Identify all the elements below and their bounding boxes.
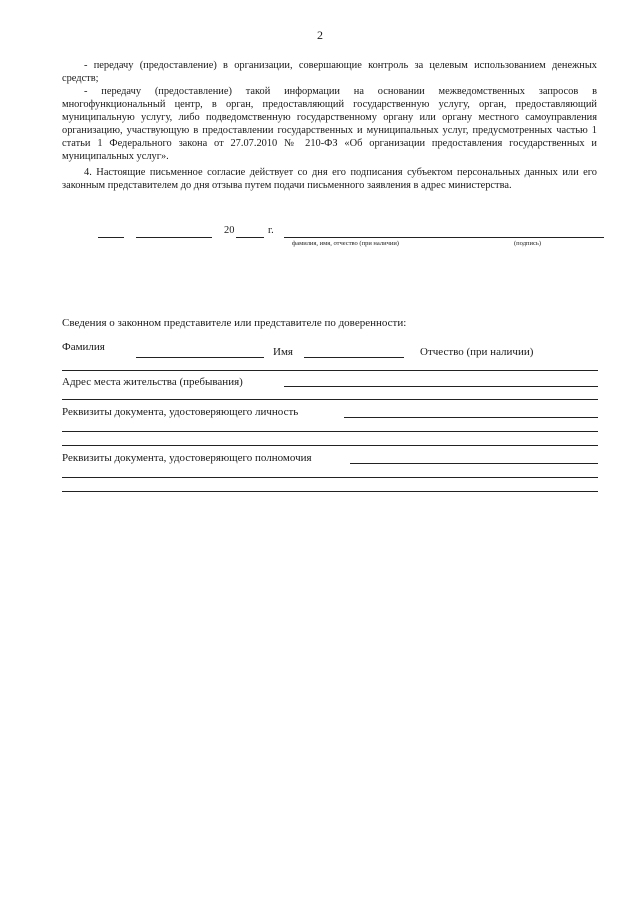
authority-doc-field-line-2[interactable]	[62, 477, 598, 478]
address-field-line[interactable]	[284, 386, 598, 387]
paragraph-transfer-interagency: - передачу (предоставление) такой информации на основании межведомственных запросов в многофункциональный центр, в орган, предоставляющий государственную услугу, орган, предоставляющий муниципальную услугу, либо подведомственную государственному органу или органу местного самоуправления организацию, участвующую в предоставлении государственных и муниципальных услуг, предусмотренных частью 1 статьи 1 Федерального закона от 27.07.2010 № 210-ФЗ «Об организации предоставления государственных и муниципальных услуг».	[62, 86, 597, 162]
identity-doc-label: Реквизиты документа, удостоверяющего личность	[62, 406, 299, 418]
surname-label: Фамилия	[62, 341, 105, 353]
name-field-line[interactable]	[304, 357, 404, 358]
page-number: 2	[317, 28, 323, 42]
name-label: Имя	[273, 346, 293, 358]
paragraph-transfer-control: - передачу (предоставление) в организации, совершающие контроль за целевым использованием денежных средств;	[62, 60, 597, 84]
identity-doc-field-line-3[interactable]	[62, 445, 598, 446]
year-prefix: 20	[224, 225, 235, 236]
day-blank-line[interactable]	[98, 237, 124, 238]
address-field-line-2[interactable]	[62, 399, 598, 400]
patronymic-label: Отчество (при наличии)	[420, 346, 534, 358]
authority-doc-field-line-3[interactable]	[62, 491, 598, 492]
year-blank-line[interactable]	[236, 237, 264, 238]
fio-signature-line[interactable]	[284, 237, 604, 238]
address-label: Адрес места жительства (пребывания)	[62, 376, 243, 388]
representative-divider-line	[62, 370, 598, 371]
surname-field-line[interactable]	[136, 357, 264, 358]
authority-doc-field-line[interactable]	[350, 463, 598, 464]
month-blank-line[interactable]	[136, 237, 212, 238]
signature-caption: (подпись)	[514, 240, 541, 247]
paragraph-consent-validity: 4. Настоящие письменное согласие действует со дня его подписания субъектом персональных данных или его законным представителем до дня отзыва путем подачи письменного заявления в адрес министерства.	[62, 167, 597, 191]
authority-doc-label: Реквизиты документа, удостоверяющего полномочия	[62, 452, 312, 464]
representative-heading: Сведения о законном представителе или представителе по доверенности:	[62, 317, 407, 329]
year-suffix: г.	[268, 225, 274, 236]
identity-doc-field-line[interactable]	[344, 417, 598, 418]
identity-doc-field-line-2[interactable]	[62, 431, 598, 432]
fio-caption: фамилия, имя, отчество (при наличии)	[292, 240, 399, 247]
